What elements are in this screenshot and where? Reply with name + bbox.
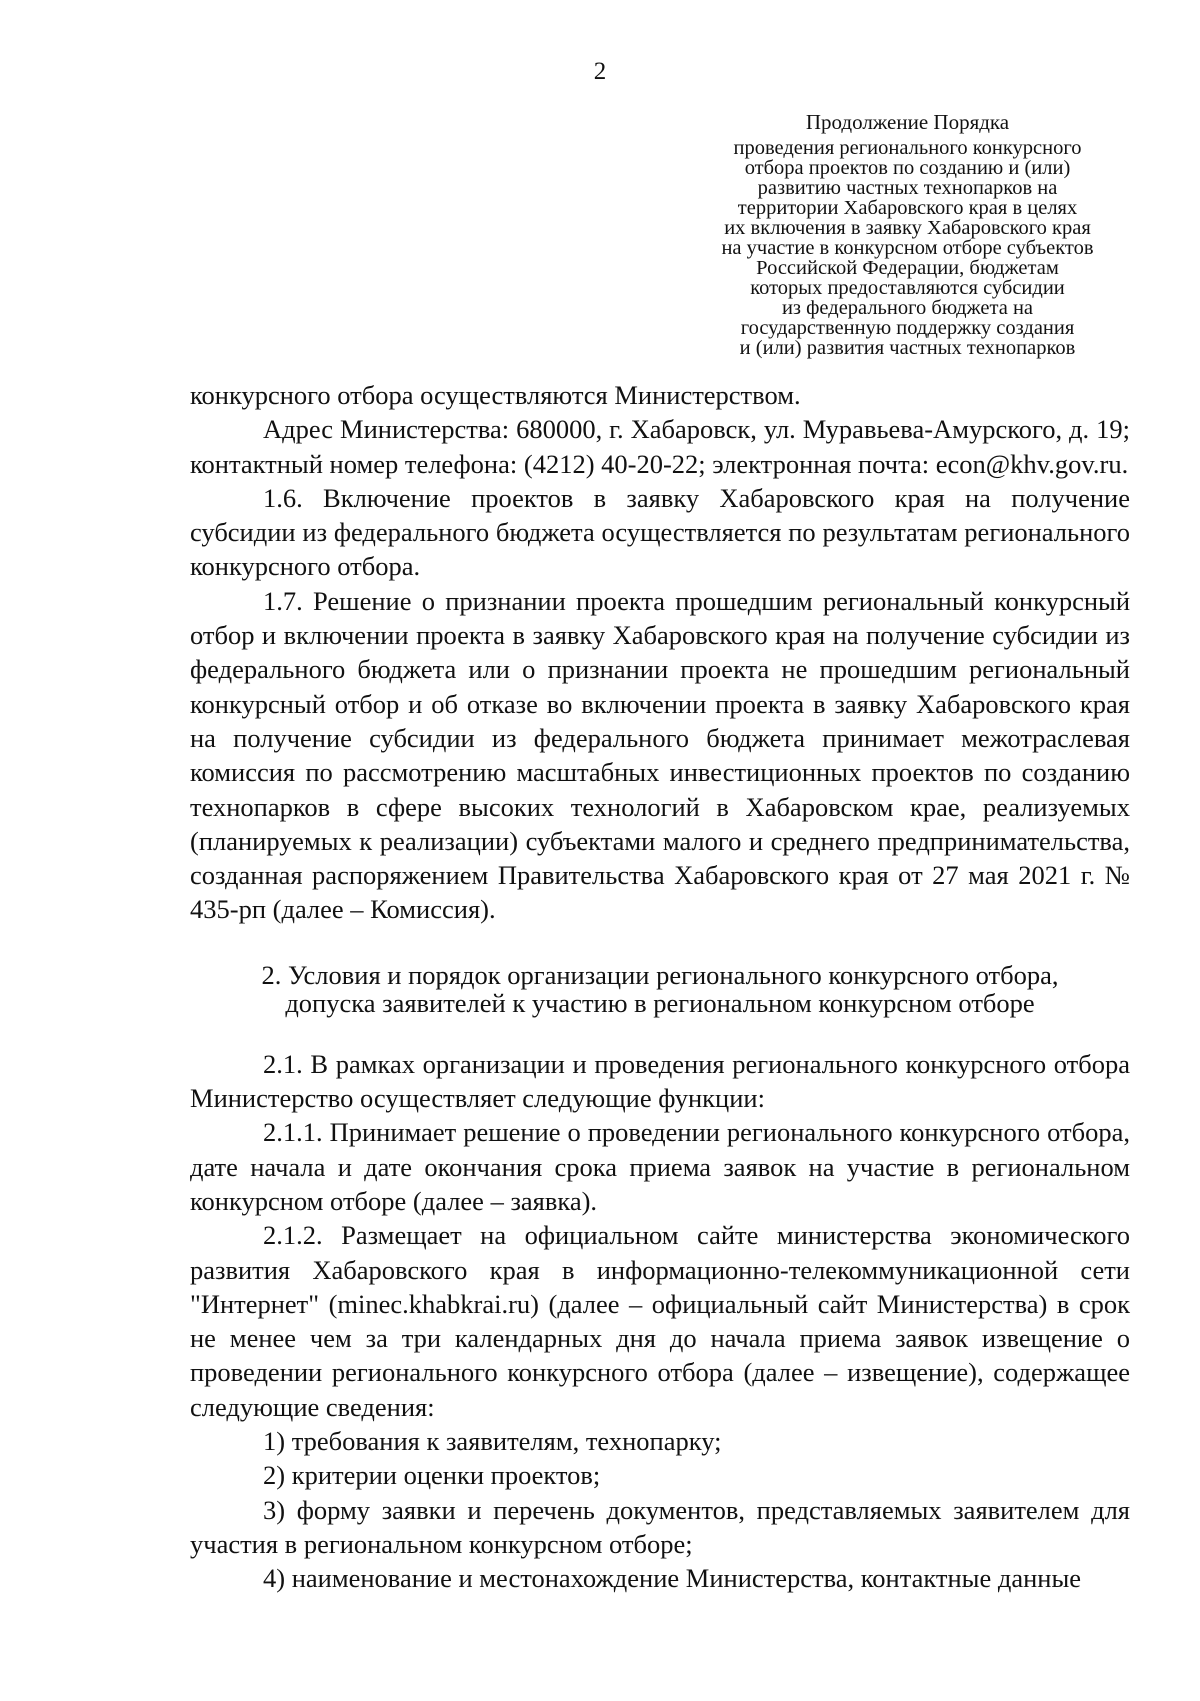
continuation-line: государственную поддержку создания (740, 317, 1075, 339)
continuation-line: из федерального бюджета на (781, 297, 1034, 319)
continuation-line: проведения регионального конкурсного (733, 137, 1082, 159)
section-heading-line-2: допуска заявителей к участию в региональном конкурсном отборе (285, 987, 1035, 1018)
continuation-line: развитию частных технопарков на (757, 177, 1058, 199)
continuation-title: Продолжение Порядка (805, 110, 1010, 134)
paragraph-2-1-2: 2.1.2. Размещает на официальном сайте министерства экономического развития Хабаровского края в информационно-телекоммуникационной сети "Интернет" (minec.khabkrai.ru) (далее – официальный сайт Министерства) в срок не менее чем за три календарных дня до начала приема заявок извещение о проведении регионального конкурсного отбора (далее – извещение), содержащее следующие сведения: (190, 1220, 1130, 1422)
continuation-line: которых предоставляются субсидии (750, 277, 1065, 299)
section-heading (190, 961, 1130, 1017)
continuation-line: их включения в заявку Хабаровского края (724, 217, 1091, 239)
paragraph-continuation: конкурсного отбора осуществляются Министерством. (190, 380, 801, 410)
page-number: 2 (593, 58, 607, 85)
continuation-line: территории Хабаровского края в целях (737, 197, 1078, 219)
paragraph-1-7: 1.7. Решение о признании проекта прошедшим региональный конкурсный отбор и включении проекта в заявку Хабаровского края на получение субсидии из федерального бюджета или о признании проекта не прошедшим региональный конкурсный отбор и об отказе во включении проекта в заявку Хабаровского края на получение субсидии из федерального бюджета принимает межотраслевая комиссия по рассмотрению масштабных инвестиционных проектов по созданию технопарков в сфере высоких технологий в Хабаровском крае, реализуемых (планируемых к реализации) субъектами малого и среднего предпринимательства, созданная распоряжением Правительства Хабаровского края от 27 мая 2021 г. № 435-рп (далее – Комиссия). (190, 585, 1130, 925)
continuation-line: Российской Федерации, бюджетам (756, 257, 1059, 279)
paragraph-1-6: 1.6. Включение проектов в заявку Хабаровского края на получение субсидии из федерального бюджета осуществляется по результатам регионального конкурсного отбора. (190, 482, 1130, 582)
list-item-3: 3) форму заявки и перечень документов, представляемых заявителем для участия в региональном конкурсном отборе; (190, 1494, 1130, 1559)
paragraph-2-1: 2.1. В рамках организации и проведения регионального конкурсного отбора Министерство осуществляет следующие функции: (190, 1048, 1130, 1114)
continuation-line: и (или) развития частных технопарков (739, 337, 1076, 359)
continuation-header (685, 112, 1130, 358)
paragraph-address: Адрес Министерства: 680000, г. Хабаровск, ул. Муравьева-Амурского, д. 19; контактный номер телефона: (4212) 40-20-22; электронная почта: econ@khv.gov.ru. (190, 414, 1130, 479)
paragraph-2-1-1: 2.1.1. Принимает решение о проведении регионального конкурсного отбора, дате начала и дате окончания срока приема заявок на участие в региональном конкурсном отборе (далее – заявка). (190, 1117, 1130, 1216)
continuation-line: на участие в конкурсном отборе субъектов (721, 237, 1094, 259)
document-body (190, 378, 1130, 1596)
list-item-1: 1) требования к заявителям, технопарку; (263, 1426, 722, 1457)
list-item-4: 4) наименование и местонахождение Министерства, контактные данные (263, 1563, 1082, 1594)
section-heading-line-1: 2. Условия и порядок организации регионального конкурсного отбора, (261, 959, 1059, 990)
continuation-line: отбора проектов по созданию и (или) (744, 157, 1071, 179)
list-item-2: 2) критерии оценки проектов; (263, 1460, 601, 1491)
